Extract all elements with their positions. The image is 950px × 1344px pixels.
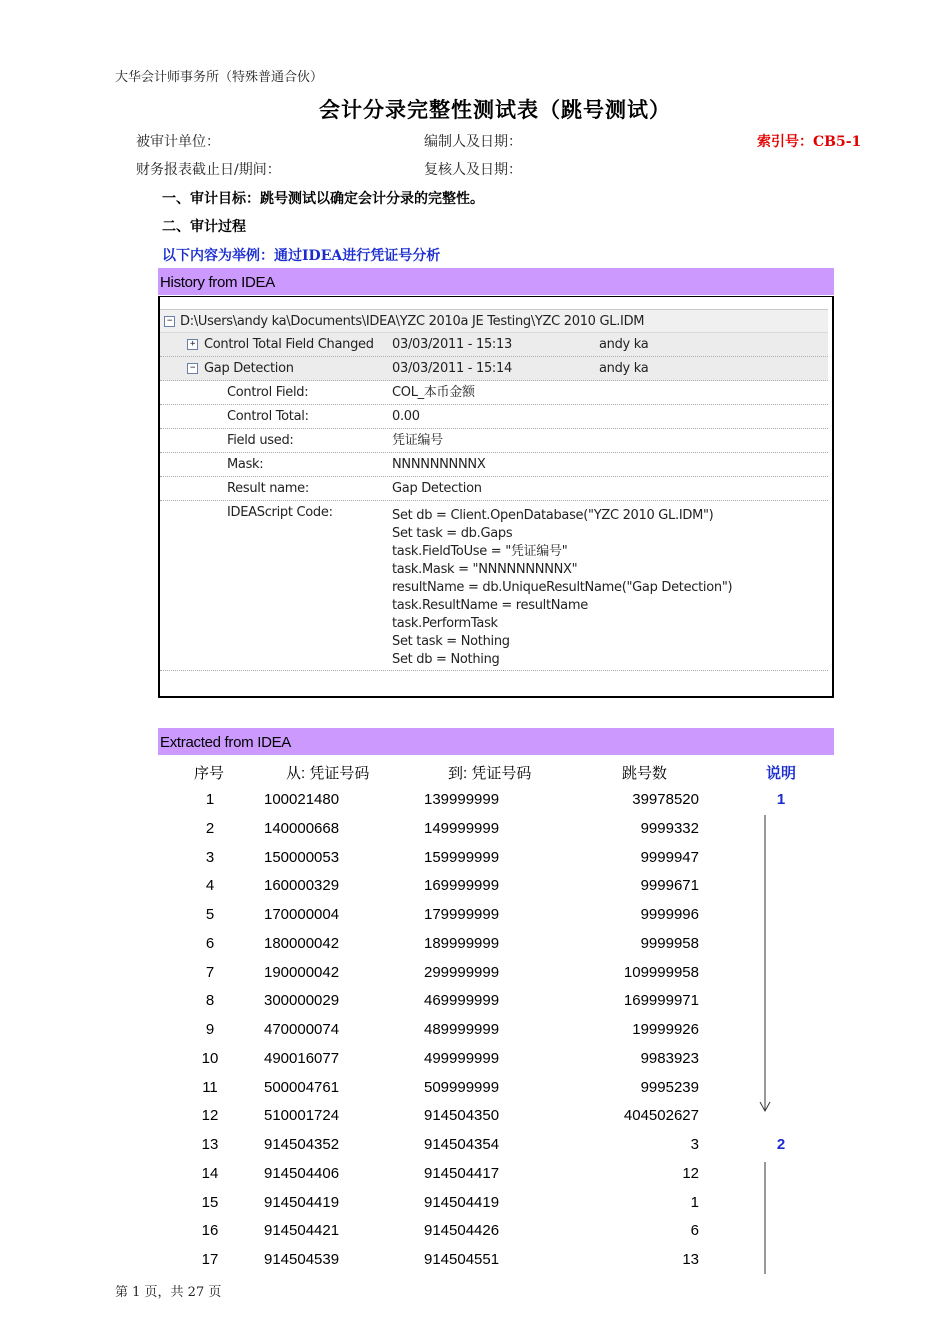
page-title: 会计分录完整性测试表（跳号测试） <box>319 97 671 122</box>
detail-key: Control Total: <box>227 409 309 424</box>
row-to: 914504419 <box>424 1194 500 1211</box>
row-seq: 4 <box>205 877 215 894</box>
row-seq: 9 <box>205 1021 215 1038</box>
row-gap: 109999958 <box>623 964 699 981</box>
expand-toggle-icon[interactable]: + <box>187 339 198 350</box>
row-from: 500004761 <box>264 1079 340 1096</box>
script-line: Set db = Client.OpenDatabase("YZC 2010 GL.IDM") <box>392 508 714 523</box>
row-gap: 3 <box>690 1136 699 1153</box>
history-entry-user: andy ka <box>599 337 649 352</box>
row-to: 179999999 <box>424 906 500 923</box>
row-seq: 12 <box>201 1107 219 1124</box>
audit-objective: 一、审计目标：跳号测试以确定会计分录的完整性。 <box>162 191 484 207</box>
row-from: 300000029 <box>264 992 340 1009</box>
row-seq: 8 <box>205 992 215 1009</box>
note-arrows <box>750 812 780 1282</box>
detail-key: Field used: <box>227 433 294 448</box>
history-entry-name: Gap Detection <box>204 361 294 376</box>
detail-value: 0.00 <box>392 409 420 424</box>
row-gap: 19999926 <box>632 1021 699 1038</box>
col-header-note: 说明 <box>766 765 797 782</box>
row-seq: 1 <box>205 791 215 808</box>
row-to: 489999999 <box>424 1021 500 1038</box>
row-to: 914504354 <box>424 1136 500 1153</box>
row-to: 139999999 <box>424 791 500 808</box>
row-from: 100021480 <box>264 791 340 808</box>
row-from: 490016077 <box>264 1050 340 1067</box>
database-path: D:\Users\andy ka\Documents\IDEA\YZC 2010a JE Testing\YZC 2010 GL.IDM <box>180 314 645 329</box>
history-band: History from IDEA <box>158 268 834 295</box>
row-from: 170000004 <box>264 906 340 923</box>
row-gap: 9983923 <box>640 1050 699 1067</box>
row-gap: 9995239 <box>640 1079 699 1096</box>
example-note: 以下内容为举例：通过IDEA进行凭证号分析 <box>162 248 441 264</box>
row-from: 160000329 <box>264 877 340 894</box>
row-gap: 9999947 <box>640 849 699 866</box>
collapse-toggle-icon[interactable]: − <box>187 363 198 374</box>
detail-row <box>160 477 828 501</box>
row-seq: 3 <box>205 849 215 866</box>
row-seq: 17 <box>201 1251 219 1268</box>
detail-value: Gap Detection <box>392 481 482 496</box>
history-entry-date: 03/03/2011 - 15:14 <box>392 361 512 376</box>
row-from: 510001724 <box>264 1107 340 1124</box>
row-from: 914504419 <box>264 1194 340 1211</box>
prepared-by-label: 编制人及日期： <box>424 134 522 150</box>
row-gap: 169999971 <box>623 992 699 1009</box>
detail-key: Mask: <box>227 457 264 472</box>
period-label: 财务报表截止日/期间： <box>136 162 281 178</box>
row-gap: 9999958 <box>640 935 699 952</box>
row-to: 149999999 <box>424 820 500 837</box>
row-note: 2 <box>776 1136 786 1153</box>
row-seq: 16 <box>201 1222 219 1239</box>
audit-process-heading: 二、审计过程 <box>162 219 246 235</box>
row-seq: 6 <box>205 935 215 952</box>
row-to: 914504417 <box>424 1165 500 1182</box>
index-number: 索引号：CB5-1 <box>757 134 862 150</box>
detail-key: Result name: <box>227 481 309 496</box>
row-to: 299999999 <box>424 964 500 981</box>
row-gap: 404502627 <box>623 1107 699 1124</box>
row-note: 1 <box>776 791 786 808</box>
idea-script-code <box>392 507 732 669</box>
extracted-band: Extracted from IDEA <box>158 728 834 755</box>
row-from: 914504539 <box>264 1251 340 1268</box>
row-from: 140000668 <box>264 820 340 837</box>
script-line: Set task = Nothing <box>392 634 510 649</box>
col-header-from: 从: 凭证号码 <box>286 765 370 782</box>
row-gap: 6 <box>690 1222 699 1239</box>
row-seq: 15 <box>201 1194 219 1211</box>
row-gap: 9999996 <box>640 906 699 923</box>
row-to: 914504350 <box>424 1107 500 1124</box>
row-to: 914504426 <box>424 1222 500 1239</box>
history-entry-name: Control Total Field Changed <box>204 337 374 352</box>
row-to: 169999999 <box>424 877 500 894</box>
row-seq: 7 <box>205 964 215 981</box>
row-to: 914504551 <box>424 1251 500 1268</box>
row-gap: 13 <box>682 1251 699 1268</box>
script-key: IDEAScript Code: <box>227 505 333 520</box>
audited-unit-label: 被审计单位： <box>136 134 220 150</box>
row-seq: 5 <box>205 906 215 923</box>
detail-row <box>160 381 828 405</box>
detail-value: NNNNNNNNNX <box>392 457 486 472</box>
row-to: 159999999 <box>424 849 500 866</box>
script-line: resultName = db.UniqueResultName("Gap Detection") <box>392 580 733 595</box>
detail-row <box>160 453 828 477</box>
detail-key: Control Field: <box>227 385 309 400</box>
collapse-toggle-icon[interactable]: − <box>164 316 175 327</box>
col-header-to: 到: 凭证号码 <box>448 765 532 782</box>
row-gap: 1 <box>690 1194 699 1211</box>
row-gap: 39978520 <box>632 791 699 808</box>
row-gap: 9999332 <box>640 820 699 837</box>
row-to: 509999999 <box>424 1079 500 1096</box>
detail-value: COL_本币金额 <box>392 385 475 400</box>
row-from: 150000053 <box>264 849 340 866</box>
script-line: task.ResultName = resultName <box>392 598 588 613</box>
script-line: Set db = Nothing <box>392 652 500 667</box>
row-from: 914504352 <box>264 1136 340 1153</box>
row-gap: 12 <box>682 1165 699 1182</box>
row-seq: 14 <box>201 1165 219 1182</box>
database-path-row[interactable] <box>160 309 828 333</box>
row-from: 914504421 <box>264 1222 340 1239</box>
page-footer: 第 1 页，共 27 页 <box>115 1285 222 1300</box>
row-to: 499999999 <box>424 1050 500 1067</box>
row-seq: 2 <box>205 820 215 837</box>
row-from: 470000074 <box>264 1021 340 1038</box>
history-entry-row[interactable] <box>160 333 828 357</box>
script-line: task.Mask = "NNNNNNNNNX" <box>392 562 578 577</box>
script-line: task.PerformTask <box>392 616 498 631</box>
row-seq: 10 <box>201 1050 219 1067</box>
row-to: 469999999 <box>424 992 500 1009</box>
detail-value: 凭证编号 <box>392 433 443 448</box>
history-entry-user: andy ka <box>599 361 649 376</box>
script-line: Set task = db.Gaps <box>392 526 513 541</box>
script-line: task.FieldToUse = "凭证编号" <box>392 544 568 559</box>
row-to: 189999999 <box>424 935 500 952</box>
reviewed-by-label: 复核人及日期： <box>424 162 522 178</box>
history-entry-date: 03/03/2011 - 15:13 <box>392 337 512 352</box>
detail-row <box>160 405 828 429</box>
detail-row <box>160 429 828 453</box>
row-from: 190000042 <box>264 964 340 981</box>
firm-name: 大华会计师事务所（特殊普通合伙） <box>115 70 324 85</box>
history-entry-row[interactable] <box>160 357 828 381</box>
row-seq: 13 <box>201 1136 219 1153</box>
row-from: 914504406 <box>264 1165 340 1182</box>
row-gap: 9999671 <box>640 877 699 894</box>
row-seq: 11 <box>202 1079 218 1096</box>
col-header-seq: 序号 <box>194 765 225 782</box>
row-from: 180000042 <box>264 935 340 952</box>
col-header-gap: 跳号数 <box>622 765 668 782</box>
